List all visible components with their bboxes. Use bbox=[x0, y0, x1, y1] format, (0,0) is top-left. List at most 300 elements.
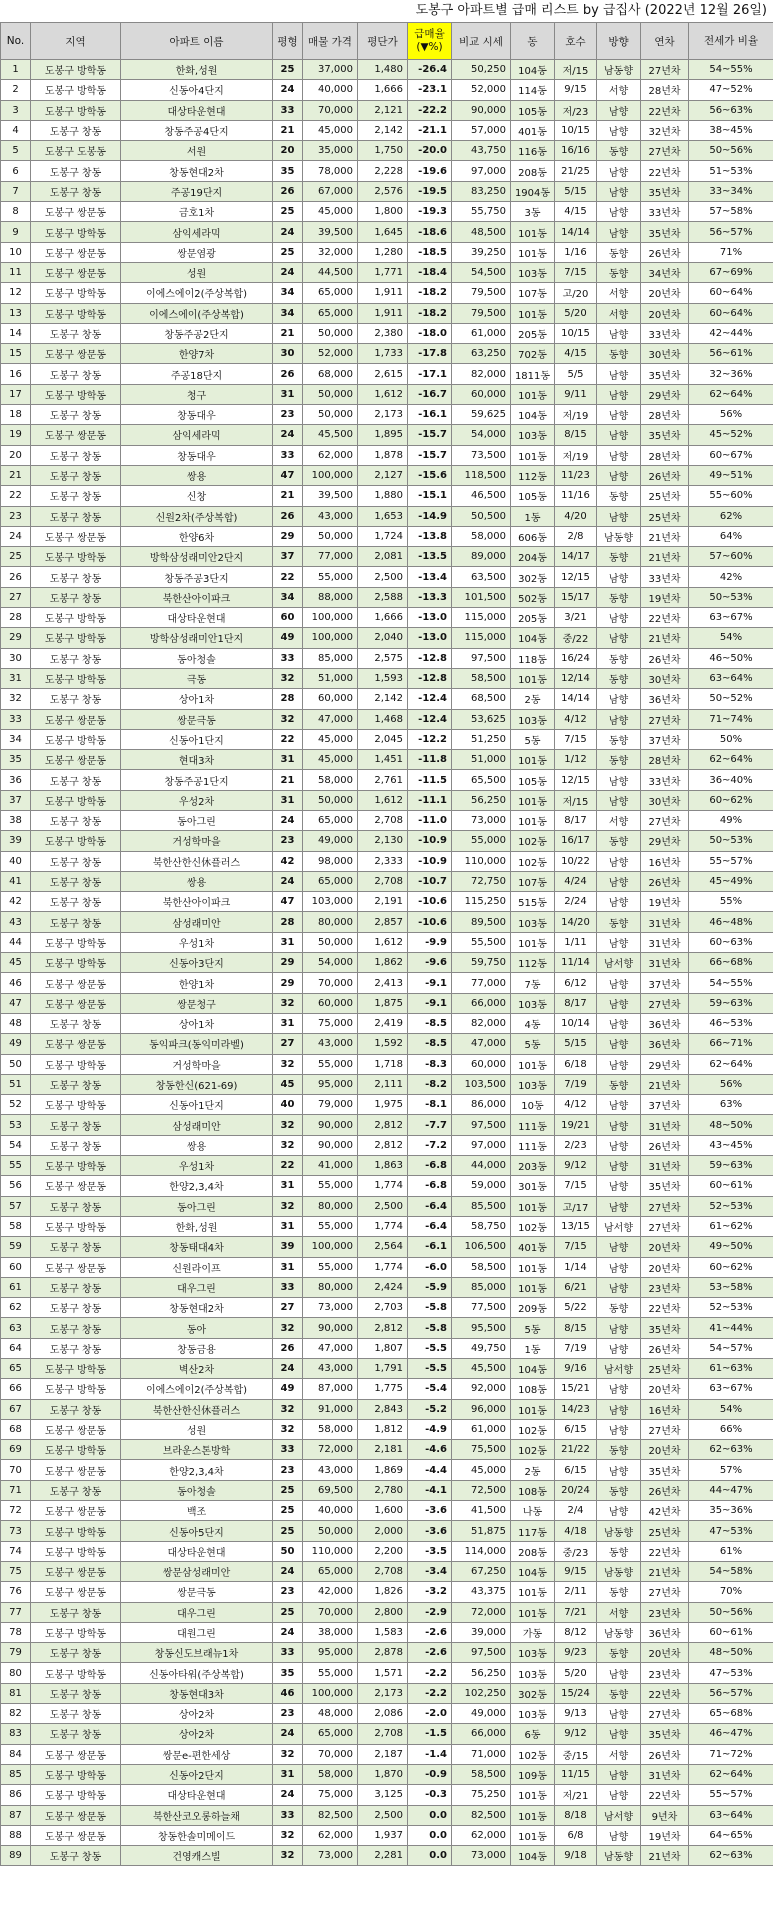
cell-pyeong: 29 bbox=[273, 953, 303, 973]
cell-price-per-pyeong: 2,708 bbox=[358, 1724, 408, 1744]
cell-dong: 103동 bbox=[511, 262, 555, 282]
table-row bbox=[1, 1643, 773, 1663]
cell-dong: 101동 bbox=[511, 303, 555, 323]
table-row bbox=[1, 506, 773, 526]
cell-pyeong: 32 bbox=[273, 1054, 303, 1074]
cell-apt-name: 창동대우 bbox=[121, 445, 273, 465]
cell-direction: 남동향 bbox=[597, 1561, 641, 1581]
cell-apt-name: 금호1차 bbox=[121, 202, 273, 222]
cell-direction: 동향 bbox=[597, 1683, 641, 1703]
cell-pyeong: 23 bbox=[273, 1704, 303, 1724]
cell-pyeong: 49 bbox=[273, 628, 303, 648]
cell-region: 도봉구 방학동 bbox=[31, 1764, 121, 1784]
cell-dong: 101동 bbox=[511, 668, 555, 688]
table-row bbox=[1, 303, 773, 323]
cell-pyeong: 20 bbox=[273, 141, 303, 161]
cell-direction: 남향 bbox=[597, 1501, 641, 1521]
cell-no: 61 bbox=[1, 1277, 31, 1297]
cell-age: 30년차 bbox=[641, 790, 689, 810]
cell-price-per-pyeong: 1,791 bbox=[358, 1359, 408, 1379]
table-row bbox=[1, 1480, 773, 1500]
cell-apt-name: 이에스에이(주상복합) bbox=[121, 303, 273, 323]
cell-discount-rate: -9.1 bbox=[408, 973, 452, 993]
cell-unit: 4/15 bbox=[555, 202, 597, 222]
cell-pyeong: 33 bbox=[273, 1277, 303, 1297]
cell-unit: 9/11 bbox=[555, 384, 597, 404]
cell-pyeong: 25 bbox=[273, 1521, 303, 1541]
cell-jeonse-ratio: 50% bbox=[689, 729, 773, 749]
cell-age: 22년차 bbox=[641, 608, 689, 628]
cell-age: 28년차 bbox=[641, 750, 689, 770]
cell-pyeong: 32 bbox=[273, 668, 303, 688]
cell-dong: 208동 bbox=[511, 1541, 555, 1561]
cell-market-price: 44,000 bbox=[452, 1156, 511, 1176]
cell-unit: 14/17 bbox=[555, 547, 597, 567]
cell-pyeong: 42 bbox=[273, 851, 303, 871]
table-row bbox=[1, 1034, 773, 1054]
cell-no: 2 bbox=[1, 80, 31, 100]
cell-age: 27년차 bbox=[641, 810, 689, 830]
cell-jeonse-ratio: 66~68% bbox=[689, 953, 773, 973]
cell-price: 55,000 bbox=[303, 1257, 358, 1277]
cell-discount-rate: -13.8 bbox=[408, 526, 452, 546]
cell-jeonse-ratio: 60~63% bbox=[689, 932, 773, 952]
cell-region: 도봉구 방학동 bbox=[31, 668, 121, 688]
cell-region: 도봉구 쌍문동 bbox=[31, 202, 121, 222]
cell-price-per-pyeong: 2,761 bbox=[358, 770, 408, 790]
table-row bbox=[1, 222, 773, 242]
cell-price-per-pyeong: 2,380 bbox=[358, 323, 408, 343]
cell-unit: 7/19 bbox=[555, 1338, 597, 1358]
cell-discount-rate: -2.6 bbox=[408, 1622, 452, 1642]
header-rate: 급매율 (▼%) bbox=[408, 23, 452, 60]
table-row bbox=[1, 526, 773, 546]
cell-no: 68 bbox=[1, 1419, 31, 1439]
cell-discount-rate: -8.2 bbox=[408, 1074, 452, 1094]
cell-market-price: 55,750 bbox=[452, 202, 511, 222]
cell-discount-rate: -15.6 bbox=[408, 465, 452, 485]
cell-no: 20 bbox=[1, 445, 31, 465]
cell-direction: 남향 bbox=[597, 1196, 641, 1216]
cell-unit: 9/15 bbox=[555, 1561, 597, 1581]
cell-unit: 4/15 bbox=[555, 344, 597, 364]
cell-jeonse-ratio: 63~67% bbox=[689, 608, 773, 628]
cell-jeonse-ratio: 48~50% bbox=[689, 1115, 773, 1135]
cell-direction: 남향 bbox=[597, 120, 641, 140]
cell-region: 도봉구 창동 bbox=[31, 1643, 121, 1663]
cell-market-price: 63,500 bbox=[452, 567, 511, 587]
cell-region: 도봉구 창동 bbox=[31, 892, 121, 912]
cell-discount-rate: -13.5 bbox=[408, 547, 452, 567]
cell-apt-name: 삼성래미안 bbox=[121, 912, 273, 932]
cell-market-price: 47,000 bbox=[452, 1034, 511, 1054]
cell-age: 26년차 bbox=[641, 1480, 689, 1500]
cell-apt-name: 신동아5단지 bbox=[121, 1521, 273, 1541]
cell-discount-rate: 0.0 bbox=[408, 1805, 452, 1825]
cell-price: 65,000 bbox=[303, 1724, 358, 1744]
cell-pyeong: 25 bbox=[273, 1480, 303, 1500]
cell-discount-rate: -4.4 bbox=[408, 1460, 452, 1480]
table-row bbox=[1, 181, 773, 201]
cell-price-per-pyeong: 1,975 bbox=[358, 1095, 408, 1115]
cell-age: 23년차 bbox=[641, 1663, 689, 1683]
cell-pyeong: 31 bbox=[273, 750, 303, 770]
cell-discount-rate: -5.2 bbox=[408, 1399, 452, 1419]
cell-jeonse-ratio: 61~62% bbox=[689, 1216, 773, 1236]
cell-price-per-pyeong: 2,812 bbox=[358, 1135, 408, 1155]
cell-market-price: 58,500 bbox=[452, 1764, 511, 1784]
cell-age: 32년차 bbox=[641, 120, 689, 140]
cell-age: 16년차 bbox=[641, 851, 689, 871]
cell-pyeong: 32 bbox=[273, 709, 303, 729]
cell-jeonse-ratio: 61% bbox=[689, 1541, 773, 1561]
cell-pyeong: 21 bbox=[273, 770, 303, 790]
table-row bbox=[1, 1074, 773, 1094]
cell-apt-name: 상아1차 bbox=[121, 1013, 273, 1033]
cell-market-price: 89,500 bbox=[452, 912, 511, 932]
cell-region: 도봉구 방학동 bbox=[31, 628, 121, 648]
cell-market-price: 51,250 bbox=[452, 729, 511, 749]
cell-price: 90,000 bbox=[303, 1115, 358, 1135]
cell-jeonse-ratio: 56% bbox=[689, 1074, 773, 1094]
cell-age: 20년차 bbox=[641, 1237, 689, 1257]
cell-unit: 1/11 bbox=[555, 932, 597, 952]
cell-unit: 12/15 bbox=[555, 567, 597, 587]
cell-apt-name: 거성학마을 bbox=[121, 1054, 273, 1074]
cell-direction: 남향 bbox=[597, 1460, 641, 1480]
cell-jeonse-ratio: 46~47% bbox=[689, 1724, 773, 1744]
cell-age: 37년차 bbox=[641, 1095, 689, 1115]
cell-market-price: 49,000 bbox=[452, 1704, 511, 1724]
cell-jeonse-ratio: 60~61% bbox=[689, 1622, 773, 1642]
cell-discount-rate: -13.0 bbox=[408, 608, 452, 628]
cell-apt-name: 대상타운현대 bbox=[121, 608, 273, 628]
cell-unit: 중/22 bbox=[555, 628, 597, 648]
cell-dong: 104동 bbox=[511, 405, 555, 425]
cell-dong: 101동 bbox=[511, 1825, 555, 1845]
cell-market-price: 72,000 bbox=[452, 1602, 511, 1622]
cell-price: 35,000 bbox=[303, 141, 358, 161]
cell-price: 73,000 bbox=[303, 1298, 358, 1318]
cell-age: 20년차 bbox=[641, 303, 689, 323]
table-row bbox=[1, 344, 773, 364]
cell-price-per-pyeong: 2,615 bbox=[358, 364, 408, 384]
cell-apt-name: 현대3차 bbox=[121, 750, 273, 770]
cell-age: 26년차 bbox=[641, 1338, 689, 1358]
cell-no: 64 bbox=[1, 1338, 31, 1358]
cell-jeonse-ratio: 41~44% bbox=[689, 1318, 773, 1338]
cell-dong: 7동 bbox=[511, 973, 555, 993]
cell-region: 도봉구 방학동 bbox=[31, 100, 121, 120]
cell-no: 46 bbox=[1, 973, 31, 993]
cell-price-per-pyeong: 1,880 bbox=[358, 486, 408, 506]
cell-market-price: 85,500 bbox=[452, 1196, 511, 1216]
cell-region: 도봉구 창동 bbox=[31, 1237, 121, 1257]
cell-price-per-pyeong: 2,200 bbox=[358, 1541, 408, 1561]
cell-region: 도봉구 창동 bbox=[31, 506, 121, 526]
cell-region: 도봉구 창동 bbox=[31, 871, 121, 891]
cell-region: 도봉구 쌍문동 bbox=[31, 262, 121, 282]
cell-apt-name: 상아2차 bbox=[121, 1724, 273, 1744]
cell-no: 3 bbox=[1, 100, 31, 120]
cell-dong: 102동 bbox=[511, 831, 555, 851]
cell-age: 20년차 bbox=[641, 1379, 689, 1399]
cell-price-per-pyeong: 1,863 bbox=[358, 1156, 408, 1176]
table-row bbox=[1, 1196, 773, 1216]
cell-apt-name: 쌍문삼성래미안 bbox=[121, 1561, 273, 1581]
cell-apt-name: 한양7차 bbox=[121, 344, 273, 364]
cell-age: 27년차 bbox=[641, 1704, 689, 1724]
cell-jeonse-ratio: 47~52% bbox=[689, 80, 773, 100]
cell-price: 43,000 bbox=[303, 1034, 358, 1054]
cell-price: 62,000 bbox=[303, 1825, 358, 1845]
cell-no: 50 bbox=[1, 1054, 31, 1074]
cell-no: 72 bbox=[1, 1501, 31, 1521]
cell-price-per-pyeong: 1,812 bbox=[358, 1419, 408, 1439]
cell-dong: 103동 bbox=[511, 1663, 555, 1683]
cell-dong: 103동 bbox=[511, 993, 555, 1013]
cell-pyeong: 29 bbox=[273, 973, 303, 993]
cell-price-per-pyeong: 1,666 bbox=[358, 80, 408, 100]
cell-age: 26년차 bbox=[641, 242, 689, 262]
cell-pyeong: 21 bbox=[273, 323, 303, 343]
cell-discount-rate: -17.8 bbox=[408, 344, 452, 364]
cell-jeonse-ratio: 64% bbox=[689, 526, 773, 546]
cell-pyeong: 32 bbox=[273, 1318, 303, 1338]
cell-price-per-pyeong: 2,424 bbox=[358, 1277, 408, 1297]
cell-direction: 남향 bbox=[597, 1663, 641, 1683]
cell-unit: 12/14 bbox=[555, 668, 597, 688]
cell-region: 도봉구 창동 bbox=[31, 1399, 121, 1419]
cell-pyeong: 33 bbox=[273, 648, 303, 668]
cell-region: 도봉구 창동 bbox=[31, 364, 121, 384]
cell-dong: 116동 bbox=[511, 141, 555, 161]
cell-discount-rate: -1.5 bbox=[408, 1724, 452, 1744]
cell-unit: 4/18 bbox=[555, 1521, 597, 1541]
cell-region: 도봉구 창동 bbox=[31, 1724, 121, 1744]
cell-unit: 19/21 bbox=[555, 1115, 597, 1135]
cell-apt-name: 북한산아이파크 bbox=[121, 587, 273, 607]
cell-region: 도봉구 방학동 bbox=[31, 384, 121, 404]
cell-no: 6 bbox=[1, 161, 31, 181]
cell-dong: 107동 bbox=[511, 283, 555, 303]
cell-unit: 2/11 bbox=[555, 1582, 597, 1602]
cell-price: 55,000 bbox=[303, 1176, 358, 1196]
cell-market-price: 55,000 bbox=[452, 831, 511, 851]
cell-market-price: 77,500 bbox=[452, 1298, 511, 1318]
cell-price-per-pyeong: 1,771 bbox=[358, 262, 408, 282]
cell-age: 42년차 bbox=[641, 1501, 689, 1521]
cell-region: 도봉구 창동 bbox=[31, 1846, 121, 1866]
cell-age: 20년차 bbox=[641, 283, 689, 303]
header-pyeong: 평형 bbox=[273, 23, 303, 60]
cell-no: 7 bbox=[1, 181, 31, 201]
cell-dong: 1동 bbox=[511, 506, 555, 526]
table-row bbox=[1, 1176, 773, 1196]
cell-jeonse-ratio: 50~53% bbox=[689, 587, 773, 607]
cell-pyeong: 27 bbox=[273, 1034, 303, 1054]
cell-unit: 4/12 bbox=[555, 1095, 597, 1115]
cell-price: 65,000 bbox=[303, 871, 358, 891]
cell-region: 도봉구 방학동 bbox=[31, 1216, 121, 1236]
cell-price: 40,000 bbox=[303, 80, 358, 100]
cell-market-price: 49,750 bbox=[452, 1338, 511, 1358]
cell-price-per-pyeong: 3,125 bbox=[358, 1785, 408, 1805]
cell-pyeong: 23 bbox=[273, 1460, 303, 1480]
cell-discount-rate: -4.6 bbox=[408, 1440, 452, 1460]
table-row bbox=[1, 1683, 773, 1703]
cell-price: 50,000 bbox=[303, 526, 358, 546]
cell-direction: 남동향 bbox=[597, 60, 641, 80]
table-row bbox=[1, 587, 773, 607]
cell-price: 65,000 bbox=[303, 303, 358, 323]
table-row bbox=[1, 1379, 773, 1399]
cell-dong: 102동 bbox=[511, 1419, 555, 1439]
cell-price-per-pyeong: 1,451 bbox=[358, 750, 408, 770]
cell-age: 33년차 bbox=[641, 567, 689, 587]
cell-age: 25년차 bbox=[641, 506, 689, 526]
cell-region: 도봉구 창동 bbox=[31, 486, 121, 506]
cell-jeonse-ratio: 62~64% bbox=[689, 1764, 773, 1784]
cell-price-per-pyeong: 1,937 bbox=[358, 1825, 408, 1845]
cell-no: 24 bbox=[1, 526, 31, 546]
header-ppp: 평단가 bbox=[358, 23, 408, 60]
cell-pyeong: 31 bbox=[273, 1216, 303, 1236]
cell-apt-name: 동아청솔 bbox=[121, 648, 273, 668]
cell-price-per-pyeong: 1,869 bbox=[358, 1460, 408, 1480]
cell-jeonse-ratio: 59~63% bbox=[689, 993, 773, 1013]
cell-no: 62 bbox=[1, 1298, 31, 1318]
cell-direction: 남향 bbox=[597, 932, 641, 952]
cell-region: 도봉구 방학동 bbox=[31, 831, 121, 851]
cell-unit: 저/19 bbox=[555, 405, 597, 425]
cell-apt-name: 서원 bbox=[121, 141, 273, 161]
cell-price: 50,000 bbox=[303, 1521, 358, 1541]
cell-price-per-pyeong: 2,181 bbox=[358, 1440, 408, 1460]
cell-region: 도봉구 창동 bbox=[31, 689, 121, 709]
cell-market-price: 56,250 bbox=[452, 790, 511, 810]
cell-discount-rate: -3.4 bbox=[408, 1561, 452, 1581]
cell-no: 75 bbox=[1, 1561, 31, 1581]
cell-direction: 남향 bbox=[597, 1724, 641, 1744]
cell-age: 19년차 bbox=[641, 587, 689, 607]
cell-direction: 남향 bbox=[597, 425, 641, 445]
table-row bbox=[1, 1257, 773, 1277]
cell-region: 도봉구 방학동 bbox=[31, 1054, 121, 1074]
table-row bbox=[1, 892, 773, 912]
cell-price-per-pyeong: 1,750 bbox=[358, 141, 408, 161]
cell-discount-rate: -17.1 bbox=[408, 364, 452, 384]
cell-dong: 3동 bbox=[511, 202, 555, 222]
cell-price-per-pyeong: 2,173 bbox=[358, 405, 408, 425]
table-row bbox=[1, 750, 773, 770]
table-row bbox=[1, 871, 773, 891]
cell-no: 80 bbox=[1, 1663, 31, 1683]
cell-direction: 동향 bbox=[597, 750, 641, 770]
cell-age: 35년차 bbox=[641, 181, 689, 201]
cell-price: 100,000 bbox=[303, 628, 358, 648]
cell-market-price: 85,000 bbox=[452, 1277, 511, 1297]
cell-unit: 6/15 bbox=[555, 1419, 597, 1439]
cell-age: 23년차 bbox=[641, 1277, 689, 1297]
cell-jeonse-ratio: 59~63% bbox=[689, 1156, 773, 1176]
cell-no: 58 bbox=[1, 1216, 31, 1236]
cell-price-per-pyeong: 2,575 bbox=[358, 648, 408, 668]
cell-age: 35년차 bbox=[641, 1318, 689, 1338]
cell-region: 도봉구 방학동 bbox=[31, 547, 121, 567]
cell-unit: 5/5 bbox=[555, 364, 597, 384]
cell-apt-name: 건영캐스빌 bbox=[121, 1846, 273, 1866]
cell-jeonse-ratio: 57% bbox=[689, 1460, 773, 1480]
cell-region: 도봉구 창동 bbox=[31, 851, 121, 871]
table-row bbox=[1, 405, 773, 425]
cell-no: 5 bbox=[1, 141, 31, 161]
cell-price-per-pyeong: 2,130 bbox=[358, 831, 408, 851]
cell-region: 도봉구 창동 bbox=[31, 587, 121, 607]
cell-discount-rate: -20.0 bbox=[408, 141, 452, 161]
cell-age: 9년차 bbox=[641, 1805, 689, 1825]
cell-unit: 8/17 bbox=[555, 993, 597, 1013]
cell-direction: 남향 bbox=[597, 709, 641, 729]
cell-discount-rate: -6.4 bbox=[408, 1196, 452, 1216]
cell-market-price: 79,500 bbox=[452, 283, 511, 303]
cell-unit: 4/24 bbox=[555, 871, 597, 891]
cell-direction: 남향 bbox=[597, 1237, 641, 1257]
cell-apt-name: 창동현대2차 bbox=[121, 1298, 273, 1318]
cell-age: 28년차 bbox=[641, 405, 689, 425]
cell-price: 60,000 bbox=[303, 689, 358, 709]
cell-pyeong: 27 bbox=[273, 1298, 303, 1318]
cell-direction: 동향 bbox=[597, 262, 641, 282]
cell-price: 58,000 bbox=[303, 1764, 358, 1784]
cell-unit: 2/8 bbox=[555, 526, 597, 546]
cell-price-per-pyeong: 1,774 bbox=[358, 1216, 408, 1236]
table-row bbox=[1, 810, 773, 830]
cell-discount-rate: -9.6 bbox=[408, 953, 452, 973]
cell-price-per-pyeong: 2,142 bbox=[358, 120, 408, 140]
cell-market-price: 115,000 bbox=[452, 628, 511, 648]
cell-region: 도봉구 방학동 bbox=[31, 1541, 121, 1561]
cell-jeonse-ratio: 54~55% bbox=[689, 973, 773, 993]
cell-unit: 4/20 bbox=[555, 506, 597, 526]
cell-pyeong: 32 bbox=[273, 1744, 303, 1764]
cell-price-per-pyeong: 2,333 bbox=[358, 851, 408, 871]
cell-pyeong: 26 bbox=[273, 181, 303, 201]
cell-jeonse-ratio: 45~52% bbox=[689, 425, 773, 445]
cell-no: 14 bbox=[1, 323, 31, 343]
cell-age: 26년차 bbox=[641, 1744, 689, 1764]
table-row bbox=[1, 1237, 773, 1257]
cell-direction: 동향 bbox=[597, 729, 641, 749]
cell-unit: 1/16 bbox=[555, 242, 597, 262]
cell-discount-rate: -2.6 bbox=[408, 1643, 452, 1663]
cell-discount-rate: -18.5 bbox=[408, 242, 452, 262]
cell-market-price: 114,000 bbox=[452, 1541, 511, 1561]
cell-dong: 2동 bbox=[511, 1460, 555, 1480]
cell-pyeong: 24 bbox=[273, 262, 303, 282]
cell-dong: 208동 bbox=[511, 161, 555, 181]
table-row bbox=[1, 1805, 773, 1825]
cell-pyeong: 22 bbox=[273, 567, 303, 587]
cell-price: 85,000 bbox=[303, 648, 358, 668]
cell-discount-rate: -11.5 bbox=[408, 770, 452, 790]
cell-direction: 동향 bbox=[597, 648, 641, 668]
cell-apt-name: 북한산아이파크 bbox=[121, 892, 273, 912]
cell-discount-rate: -4.9 bbox=[408, 1419, 452, 1439]
cell-unit: 저/15 bbox=[555, 790, 597, 810]
cell-dong: 1811동 bbox=[511, 364, 555, 384]
cell-discount-rate: -19.6 bbox=[408, 161, 452, 181]
